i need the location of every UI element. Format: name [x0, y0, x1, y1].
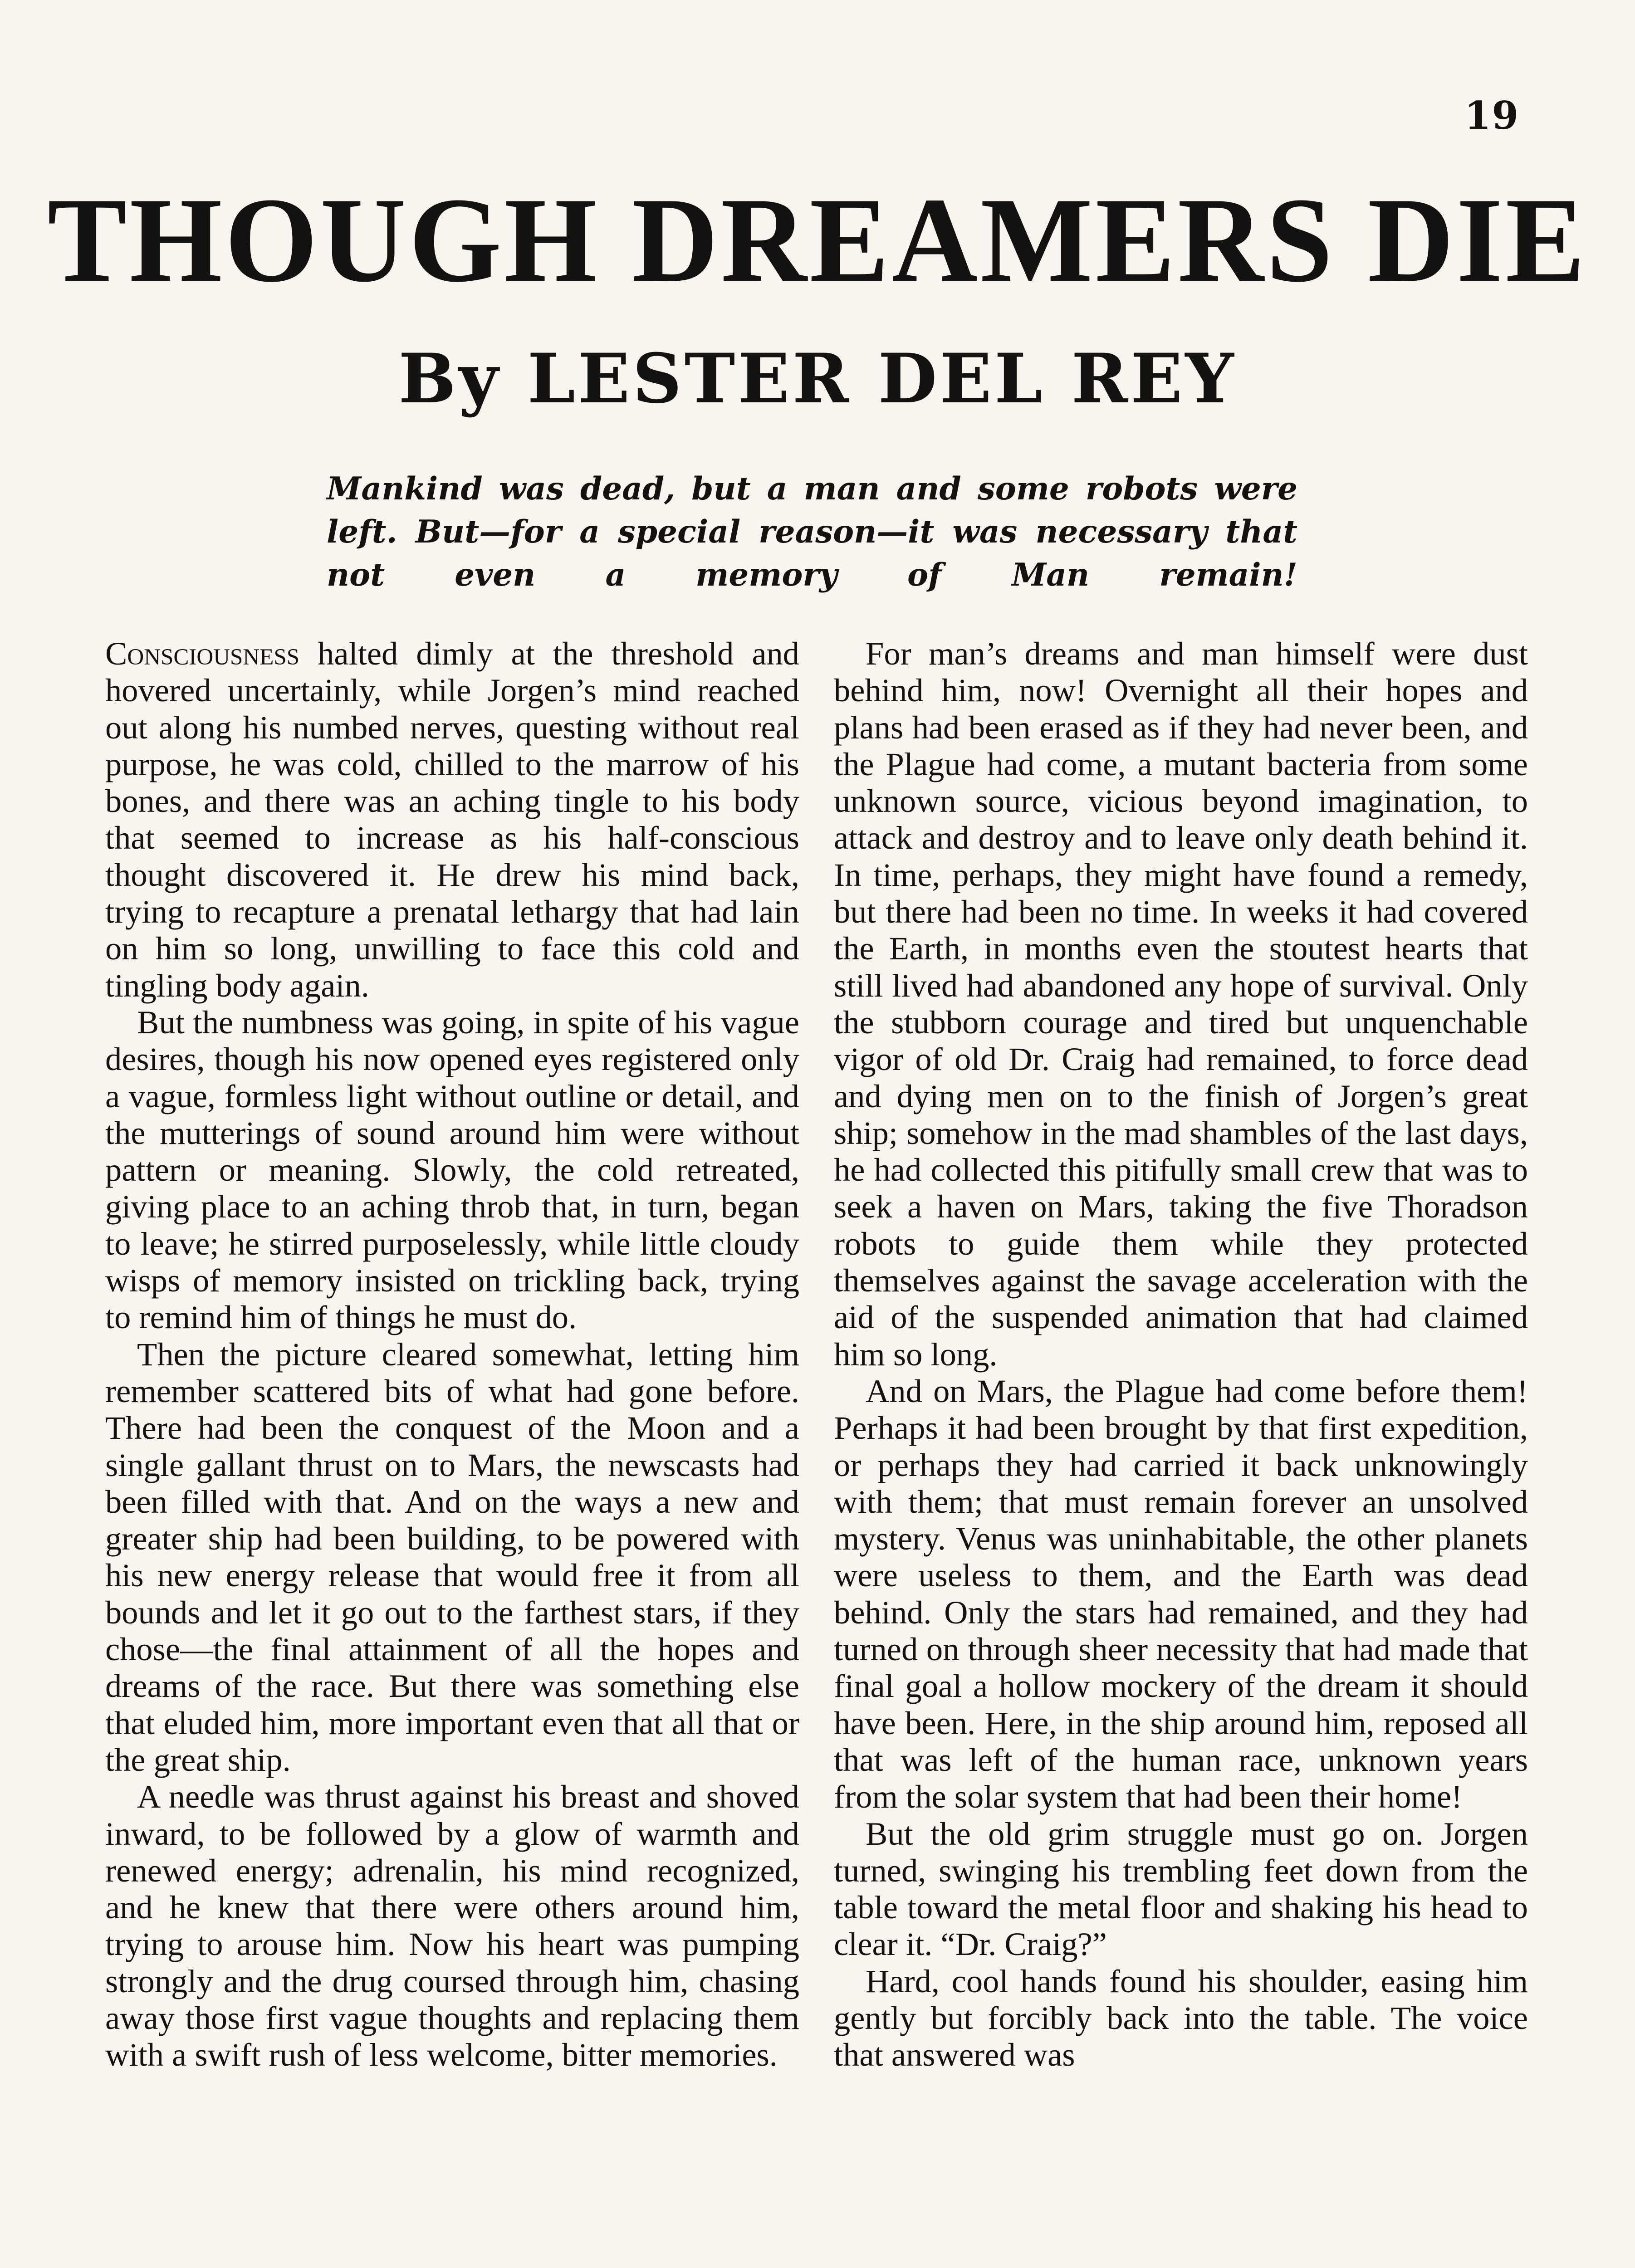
byline: By LESTER DEL REY — [398, 339, 1237, 419]
paragraph: But the old grim struggle must go on. Jorgen turned, swinging his trembling feet down from the table toward the metal floor and shaking his head to clear it. “Dr. Craig?” — [834, 1815, 1528, 1963]
body-columns — [105, 635, 1528, 2268]
paragraph: But the numbness was going, in spite of his vague desires, though his now opened eyes registered only a vague, formless light without outline or detail, and the mutterings of sound around him were without pattern or meaning. Slowly, the cold retreated, giving place to an aching throb that, in turn, began to leave; he stirred purposelessly, while little cloudy wisps of memory insisted on trickling back, trying to remind him of things he must do. — [105, 1003, 799, 1336]
paragraph: Hard, cool hands found his shoulder, easing him gently but forcibly back into the table. The voice that answered was — [834, 1962, 1528, 2073]
paragraph: Then the picture cleared somewhat, letting him remember scattered bits of what had gone before. There had been the conquest of the Moon and a single gallant thrust on to Mars, the newscasts had been filled with that. And on the ways a new and greater ship had been building, to be powered with his new energy release that would free it from all bounds and let it go out to the farthest stars, if they chose—the final attainment of all the hopes and dreams of the race. But there was something else that eluded him, more important even that all that or the great ship. — [105, 1335, 799, 1778]
story-blurb: Mankind was dead, but a man and some robots were left. But—for a special reason—it was necessary that not even a memory of Man remain! — [327, 470, 1297, 593]
paragraph: For man’s dreams and man himself were dust behind him, now! Overnight all their hopes and plans had been erased as if they had never been, and the Plague had come, a mutant bacteria from some unknown source, vicious beyond imagination, to attack and destroy and to leave only death behind it. In time, perhaps, they might have found a remedy, but there had been no time. In weeks it had covered the Earth, in months even the stoutest hearts that still lived had abandoned any hope of survival. Only the stubborn courage and tired but unquenchable vigor of old Dr. Craig had remained, to force dead and dying men on to the finish of Jorgen’s great ship; somehow in the mad shambles of the last days, he had collected this pitifully small crew that was to seek a haven on Mars, taking the five Thoradson robots to guide them while they protected themselves against the savage acceleration with the aid of the suspended animation that had claimed him so long. — [834, 635, 1528, 1373]
paragraph — [105, 635, 799, 1004]
drop-word: Consciousness — [105, 635, 300, 672]
story-title: THOUGH DREAMERS DIE — [47, 172, 1588, 307]
left-column — [105, 635, 799, 2268]
paragraph: A needle was thrust against his breast and shoved inward, to be followed by a glow of warmth and renewed energy; adrenalin, his mind recognized, and he knew that there were others around him, trying to arouse him. Now his heart was pumping strongly and the drug coursed through him, chasing away those first vague thoughts and replacing them with a swift rush of less welcome, bitter memories. — [105, 1778, 799, 2073]
right-column — [834, 635, 1528, 2268]
page-number: 19 — [1464, 93, 1519, 138]
paragraph: And on Mars, the Plague had come before them! Perhaps it had been brought by that first expedition, or perhaps they had carried it back unknowingly with them; that must remain forever an unsolved mystery. Venus was uninhabitable, the other planets were useless to them, and the Earth was dead behind. Only the stars had remained, and they had turned on through sheer necessity that had made that final goal a hollow mockery of the dream it should have been. Here, in the ship around him, reposed all that was left of the human race, unknown years from the solar system that had been their home! — [834, 1372, 1528, 1815]
paragraph-text: halted dimly at the threshold and hovered uncertainly, while Jorgen’s mind reached out along his numbed nerves, questing without real purpose, he was cold, chilled to the marrow of his bones, and there was an aching tingle to his body that seemed to increase as his half-conscious thought discovered it. He drew his mind back, trying to recapture a prenatal lethargy that had lain on him so long, unwilling to face this cold and tingling body again. — [105, 635, 799, 1004]
